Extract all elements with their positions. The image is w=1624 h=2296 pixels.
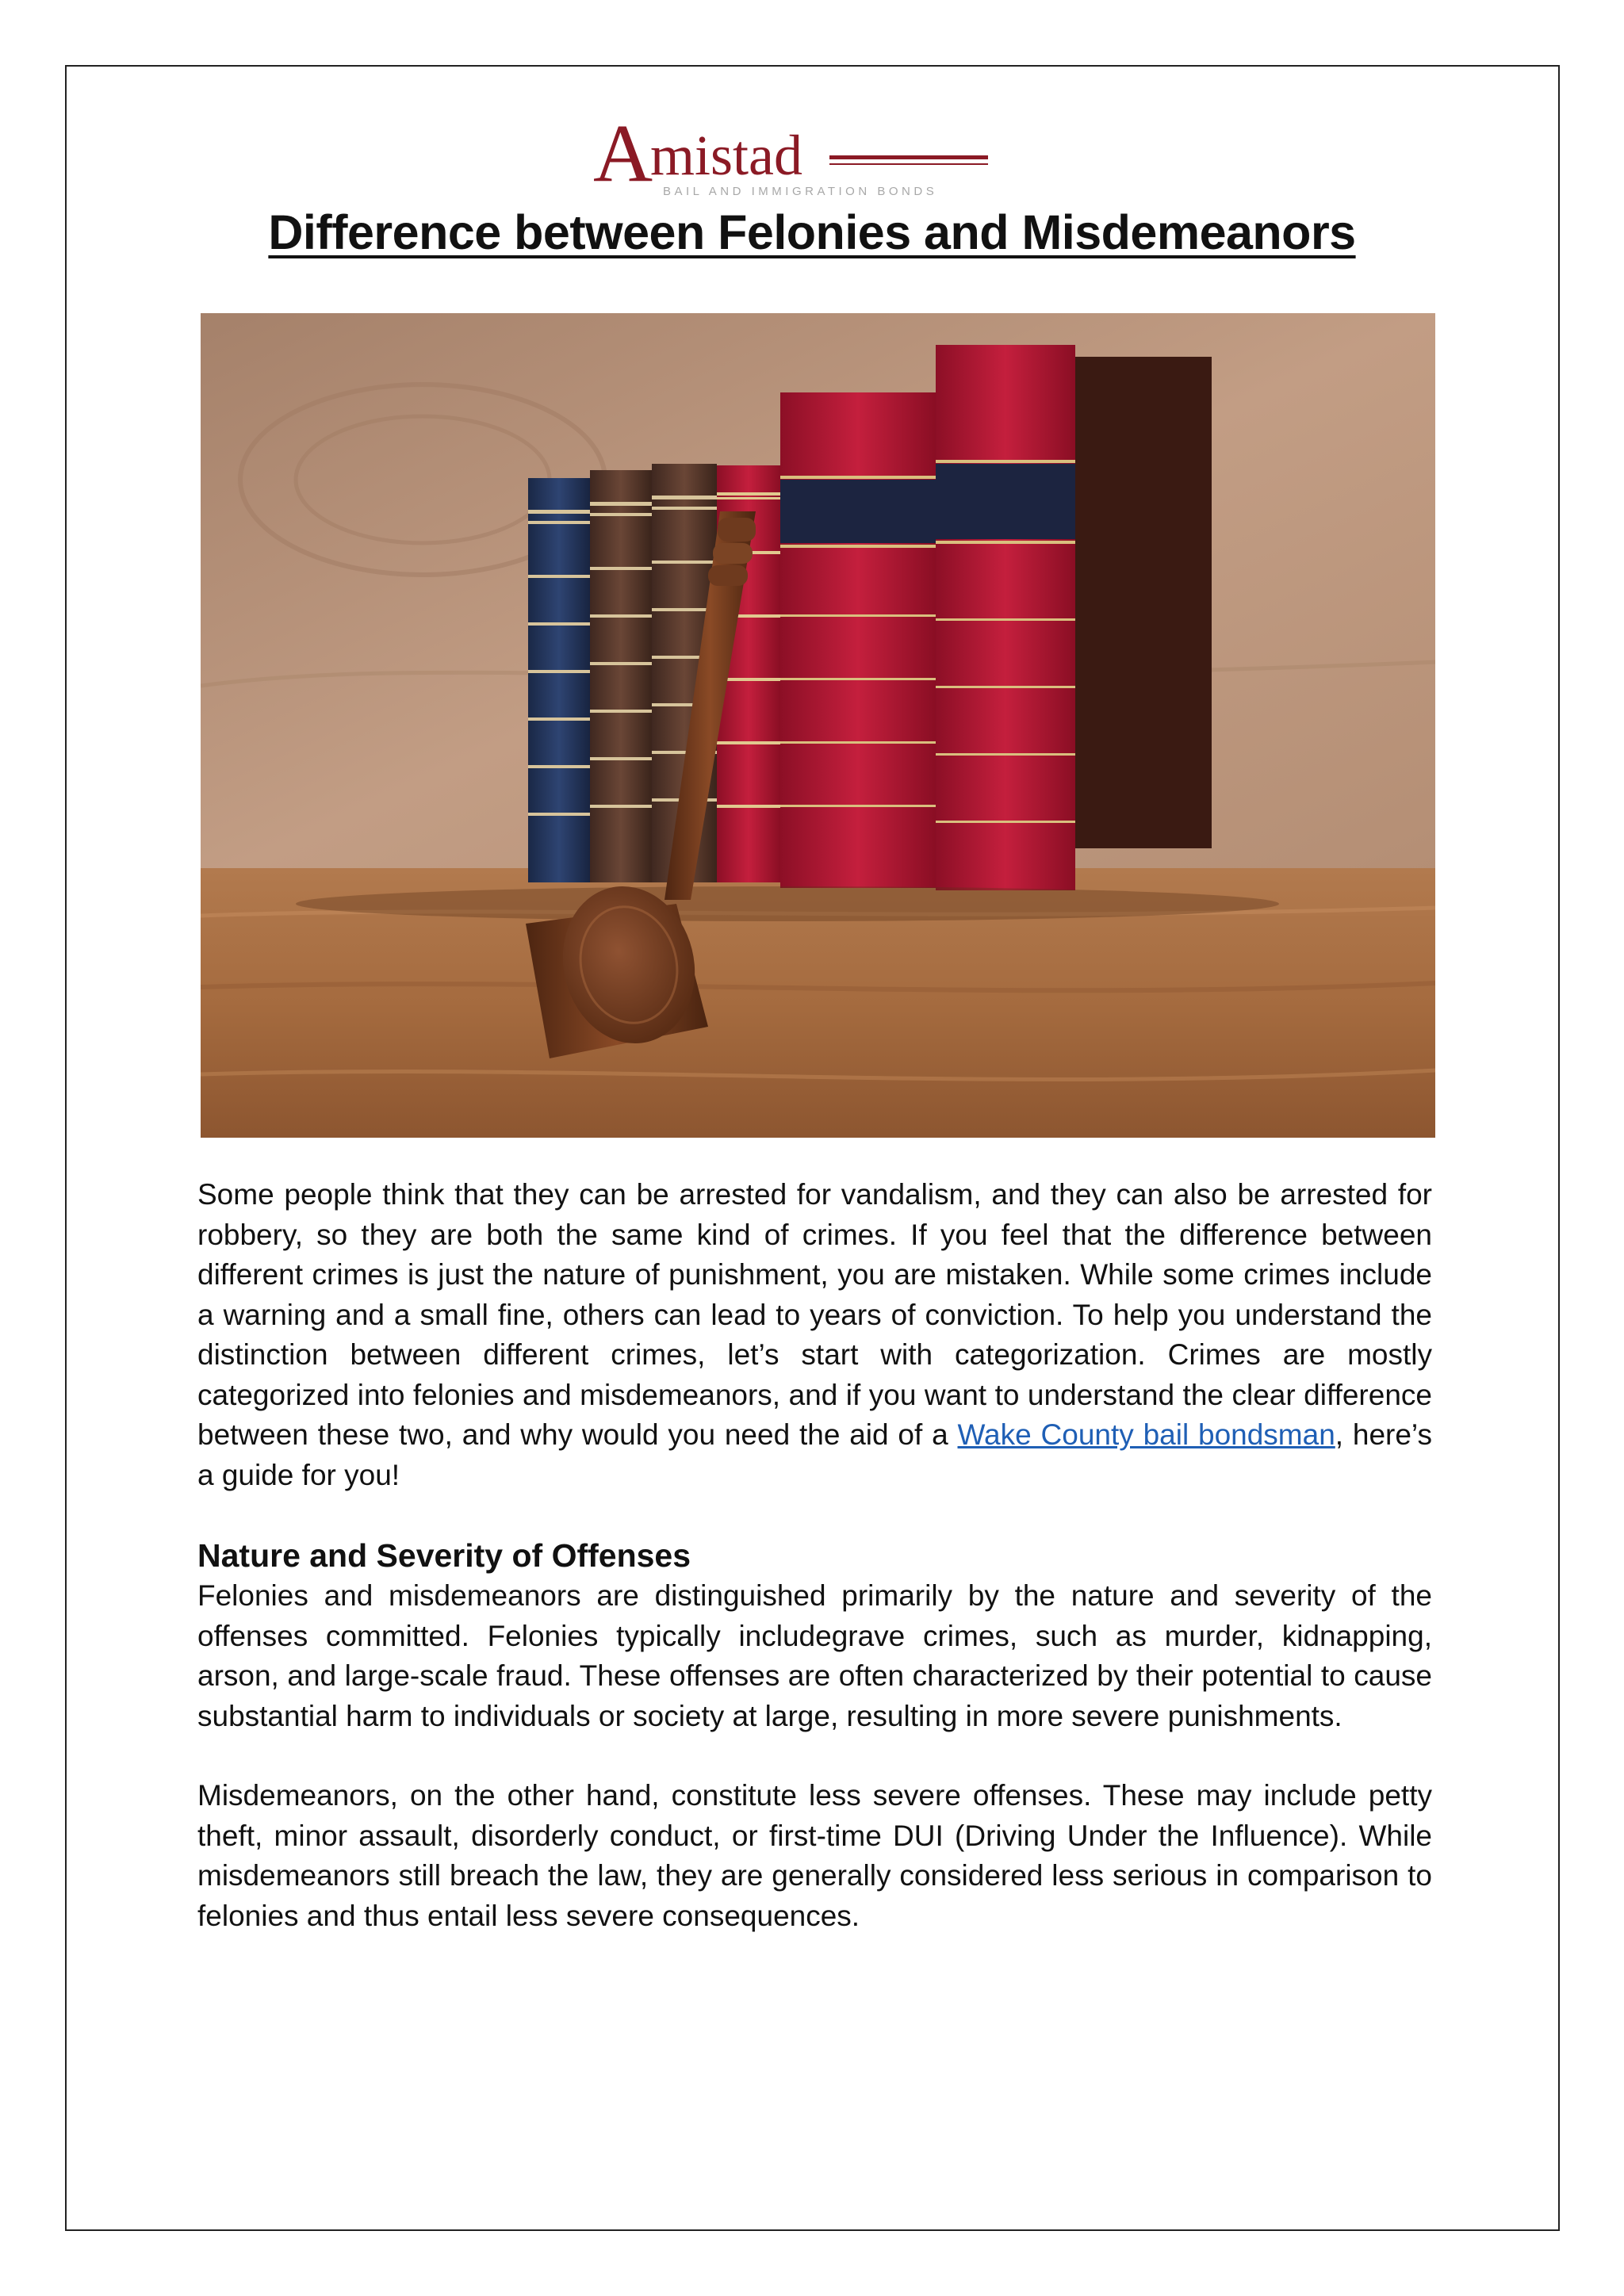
book-red-2 — [780, 392, 936, 888]
book-brown-1 — [590, 470, 652, 882]
article-body — [197, 1175, 1432, 1936]
amistad-logo-mark — [590, 111, 1034, 200]
page-title: Difference between Felonies and Misdemeanors — [268, 205, 1356, 259]
logo-initial: A — [593, 111, 653, 199]
intro-paragraph — [197, 1175, 1432, 1495]
logo-tagline: BAIL AND IMMIGRATION BONDS — [663, 185, 938, 198]
logo-rule-bottom — [829, 163, 988, 165]
misdemeanors-paragraph: Misdemeanors, on the other hand, constitute less severe offenses. These may include petty theft, minor assault, disorderly conduct, or first-time DUI (Driving Under the Influence). While misdemeanors still breach the law, they are generally considered less serious in comparison to felonies and thus entail less severe consequences. — [197, 1779, 1432, 1932]
book-red-3-label — [936, 464, 1075, 539]
intro-text: Some people think that they can be arrested for vandalism, and they can also be arrested for robbery, so they are both the same kind of crimes. If you feel that the difference between different crimes is just the nature of punishment, you are mistaken. While some crimes include a warning and a small fine, others can lead to years of conviction. To help you understand the distinction between different crimes, let’s start with categorization. Crimes are mostly categorized into felonies and misdemeanors, and if you want to understand the clear difference between these two, and why would you need the aid of a — [197, 1178, 1432, 1451]
section-heading: Nature and Severity of Offenses — [197, 1537, 691, 1574]
books-and-gavel-photo — [201, 313, 1435, 1138]
amistad-logo — [0, 111, 1624, 200]
felonies-paragraph: Felonies and misdemeanors are distinguished primarily by the nature and severity of the offenses committed. Felonies typically includegrave crimes, such as murder, kidnapping, arson, and large-scale fraud. These offenses are often characterized by their potential to cause substantial harm to individuals or society at large, resulting in more severe punishments. — [197, 1579, 1432, 1732]
logo-rule-top — [829, 155, 988, 159]
book-cover-side — [1073, 357, 1212, 848]
book-red-2-label — [780, 480, 936, 543]
logo-wordmark: mistad — [650, 124, 802, 187]
book-red-3 — [936, 345, 1075, 890]
intro-text-end: , here’s a guide for you! — [197, 1418, 1432, 1491]
book-blue — [528, 478, 590, 882]
wake-county-bail-bondsman-link[interactable]: Wake County bail bondsman — [957, 1418, 1335, 1451]
